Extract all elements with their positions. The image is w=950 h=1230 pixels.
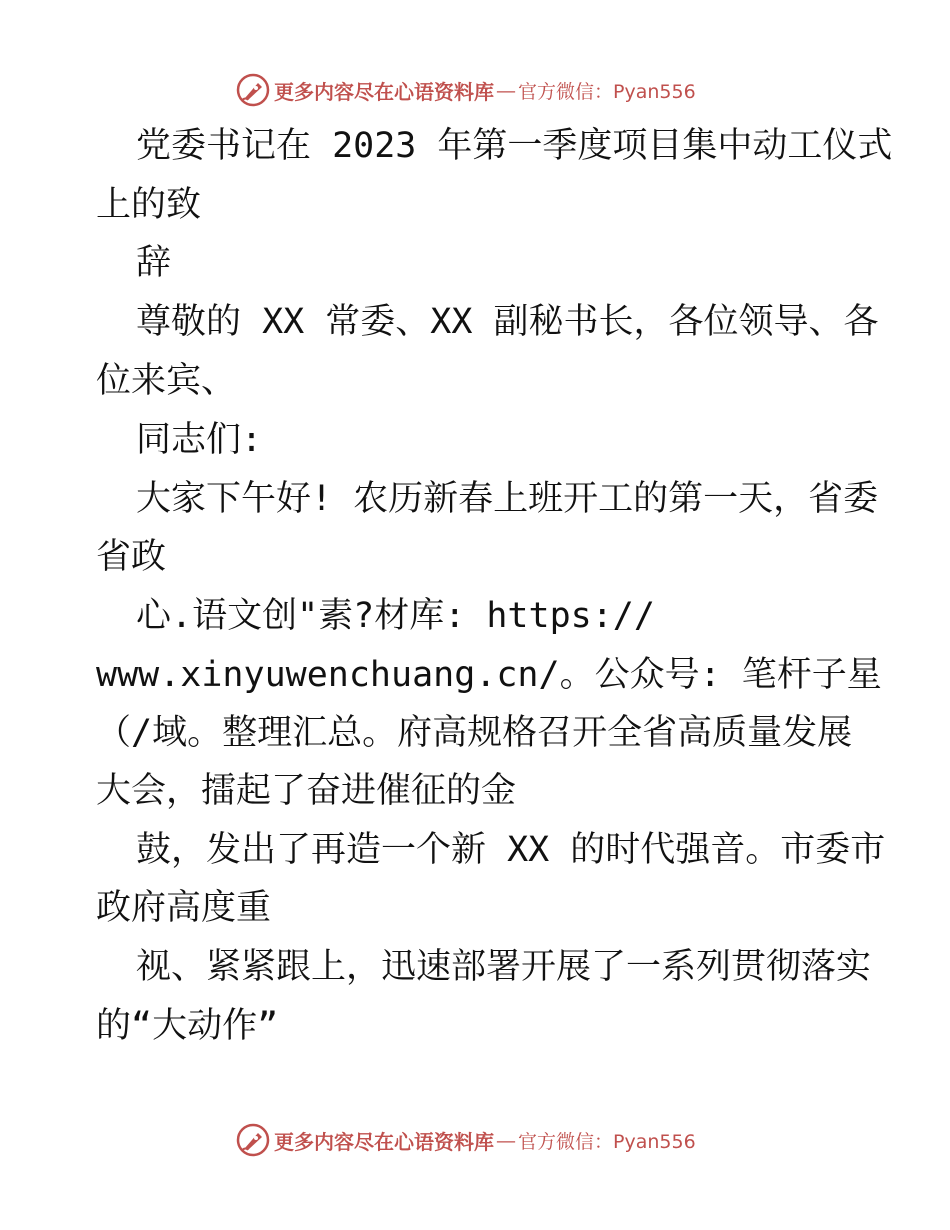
body-line: 省政	[96, 537, 167, 577]
body-line: www.xinyuwenchuang.cn/。公众号: 笔杆子星	[96, 655, 882, 695]
body-line: 同志们:	[136, 420, 263, 460]
body-line: 大家下午好! 农历新春上班开工的第一天，省委	[136, 479, 879, 519]
pen-nib-logo-icon	[236, 1123, 270, 1157]
header-banner-text: 更多内容尽在心语资料库	[274, 79, 494, 104]
body-line: 位来宾、	[96, 361, 237, 401]
body-line: 心.语文创"素?材库: https://	[136, 596, 655, 636]
body-line: 视、紧紧跟上，迅速部署开展了一系列贯彻落实	[136, 947, 872, 987]
body-line: 的“大动作”	[96, 1006, 279, 1046]
footer-banner-text: 更多内容尽在心语资料库	[274, 1129, 494, 1154]
body-line: 党委书记在 2023 年第一季度项目集中动工仪式	[136, 126, 893, 166]
body-line: 大会，擂起了奋进催征的金	[96, 771, 517, 811]
body-line: 尊敬的 XX 常委、XX 副秘书长，各位领导、各	[136, 302, 879, 342]
body-line: 上的致	[96, 185, 202, 225]
footer-banner	[236, 1122, 716, 1158]
body-line: 政府高度重	[96, 888, 272, 928]
footer-wechat-id: 官方微信：Pyan556	[518, 1130, 696, 1153]
footer-banner-dash: —	[496, 1128, 516, 1152]
header-banner	[236, 72, 716, 108]
body-line: （/域。整理汇总。府高规格召开全省高质量发展	[96, 713, 853, 753]
header-banner-dash: —	[496, 78, 516, 102]
body-line: 鼓，发出了再造一个新 XX 的时代强音。市委市	[136, 830, 886, 870]
body-line: 辞	[136, 243, 172, 283]
pen-nib-logo-icon	[236, 73, 270, 107]
header-wechat-id: 官方微信：Pyan556	[518, 80, 696, 103]
